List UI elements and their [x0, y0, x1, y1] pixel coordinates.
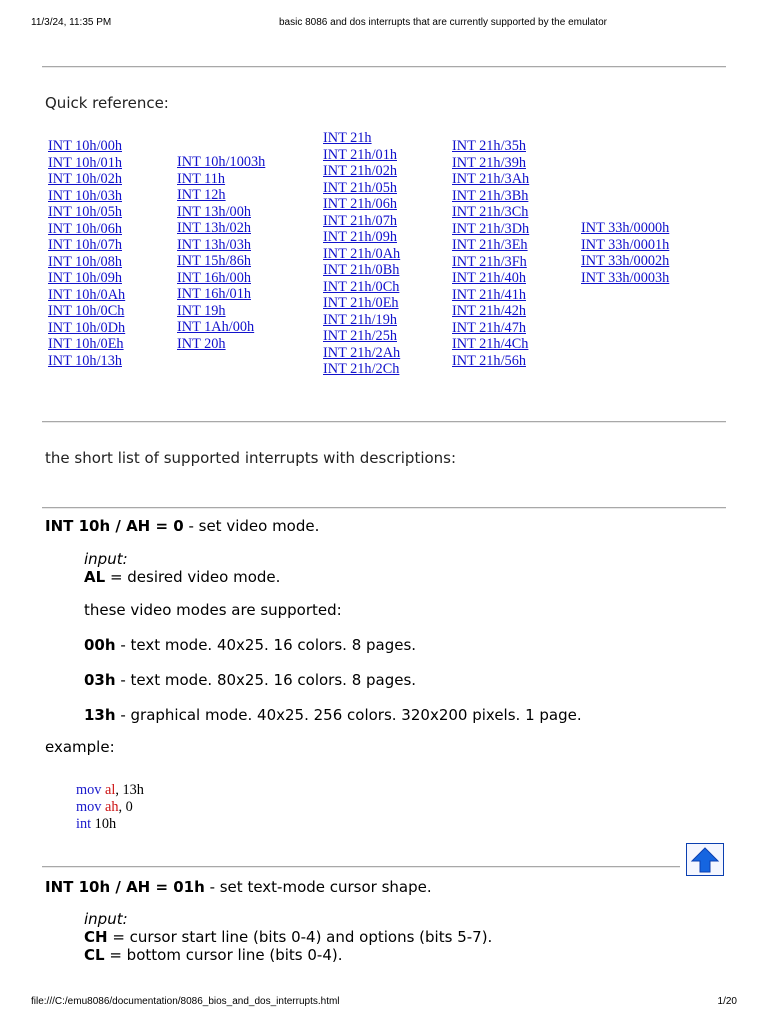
- quick-ref-link[interactable]: INT 21h/2Ch: [323, 361, 400, 377]
- quick-ref-link[interactable]: INT 1Ah/00h: [177, 319, 255, 335]
- quick-ref-link[interactable]: INT 21h/07h: [323, 212, 397, 229]
- quick-ref-link[interactable]: INT 10h/0Eh: [48, 336, 124, 352]
- quick-ref-column-5: [581, 220, 669, 286]
- quick-ref-link[interactable]: INT 21h/0Ch: [323, 278, 400, 295]
- mode-description: - graphical mode. 40x25. 256 colors. 320x200 pixels. 1 page.: [115, 706, 582, 724]
- quick-ref-column-1: [48, 138, 125, 369]
- register-description: = cursor start line (bits 0-4) and options (bits 5-7).: [107, 928, 493, 946]
- input-block: [84, 910, 492, 964]
- quick-ref-link[interactable]: INT 16h/01h: [177, 286, 251, 302]
- code-keyword: mov: [76, 782, 102, 798]
- mode-code: 03h: [84, 671, 116, 689]
- code-line: [76, 799, 144, 816]
- quick-ref-link[interactable]: INT 10h/01h: [48, 154, 122, 171]
- quick-ref-link[interactable]: INT 21h/0Bh: [323, 262, 400, 278]
- quick-ref-link[interactable]: INT 21h/01h: [323, 146, 397, 163]
- quick-ref-link[interactable]: INT 21h/3Ch: [452, 204, 529, 220]
- quick-ref-link[interactable]: INT 13h/02h: [177, 220, 251, 236]
- quick-ref-link[interactable]: INT 16h/00h: [177, 269, 251, 286]
- quick-ref-link[interactable]: INT 21h/25h: [323, 328, 397, 344]
- quick-ref-link[interactable]: INT 21h/42h: [452, 303, 526, 319]
- quick-ref-link[interactable]: INT 10h/06h: [48, 220, 122, 237]
- mode-code: 13h: [84, 706, 116, 724]
- quick-ref-link[interactable]: INT 21h/3Fh: [452, 253, 527, 270]
- code-keyword: int: [76, 816, 92, 832]
- quick-ref-link[interactable]: INT 33h/0000h: [581, 220, 670, 236]
- input-label: input:: [84, 910, 128, 928]
- quick-ref-link[interactable]: INT 21h/47h: [452, 319, 526, 336]
- mode-code: 00h: [84, 636, 116, 654]
- interrupt-description: - set video mode.: [183, 517, 320, 535]
- quick-ref-link[interactable]: INT 21h/56h: [452, 352, 526, 369]
- quick-ref-link[interactable]: INT 33h/0001h: [581, 236, 670, 253]
- quick-ref-link[interactable]: INT 10h/13h: [48, 352, 122, 369]
- register-name: AL: [84, 568, 106, 586]
- code-keyword: mov: [76, 799, 102, 815]
- mode-item: [84, 636, 416, 654]
- quick-ref-link[interactable]: INT 10h/09h: [48, 270, 122, 286]
- quick-ref-link[interactable]: INT 19h: [177, 302, 226, 319]
- quick-ref-link[interactable]: INT 10h/0Dh: [48, 319, 126, 336]
- quick-ref-link[interactable]: INT 21h/3Bh: [452, 187, 529, 204]
- quick-ref-link[interactable]: INT 33h/0002h: [581, 253, 670, 269]
- quick-ref-link[interactable]: INT 21h/09h: [323, 229, 397, 245]
- mode-item: [84, 706, 582, 724]
- code-operand: 10h: [91, 816, 117, 832]
- print-url: file:///C:/emu8086/documentation/8086_bios_and_dos_interrupts.html: [31, 996, 340, 1007]
- quick-ref-link[interactable]: INT 21h/40h: [452, 270, 526, 286]
- quick-ref-link[interactable]: INT 21h/4Ch: [452, 336, 529, 352]
- print-title: basic 8086 and dos interrupts that are currently supported by the emulator: [279, 17, 607, 28]
- quick-ref-link[interactable]: INT 21h/2Ah: [323, 344, 401, 361]
- divider: [42, 421, 726, 423]
- quick-ref-link[interactable]: INT 10h/0Ch: [48, 303, 125, 319]
- interrupt-code: INT 10h / AH = 01h: [45, 878, 205, 896]
- interrupt-description: - set text-mode cursor shape.: [204, 878, 432, 896]
- quick-ref-link[interactable]: INT 10h/0Ah: [48, 286, 126, 303]
- quick-ref-link[interactable]: INT 10h/1003h: [177, 154, 266, 170]
- print-page-number: 1/20: [717, 996, 737, 1007]
- code-line: [76, 782, 144, 799]
- print-header: [31, 17, 737, 31]
- quick-ref-link[interactable]: INT 21h/35h: [452, 138, 526, 154]
- code-example: [76, 782, 144, 833]
- quick-ref-link[interactable]: INT 21h/3Dh: [452, 220, 530, 237]
- divider: [42, 507, 726, 509]
- divider: [42, 66, 726, 68]
- quick-ref-link[interactable]: INT 21h/02h: [323, 163, 397, 179]
- interrupt-code: INT 10h / AH = 0: [45, 517, 184, 535]
- quick-ref-link[interactable]: INT 11h: [177, 170, 226, 187]
- quick-ref-link[interactable]: INT 10h/07h: [48, 237, 122, 253]
- quick-reference-label: Quick reference:: [45, 94, 169, 112]
- input-block: [84, 550, 280, 586]
- interrupt-heading: [45, 517, 319, 535]
- quick-ref-column-4: [452, 138, 529, 369]
- quick-ref-link[interactable]: INT 12h: [177, 187, 226, 203]
- example-label: example:: [45, 738, 115, 756]
- quick-ref-column-2: [177, 154, 265, 352]
- quick-ref-link[interactable]: INT 21h/3Eh: [452, 237, 528, 253]
- quick-ref-link[interactable]: INT 21h/39h: [452, 154, 526, 171]
- quick-ref-link[interactable]: INT 33h/0003h: [581, 269, 670, 286]
- quick-ref-link[interactable]: INT 10h/05h: [48, 204, 122, 220]
- quick-ref-link[interactable]: INT 21h/0Ah: [323, 245, 401, 262]
- quick-ref-link[interactable]: INT 21h: [323, 130, 372, 146]
- quick-ref-link[interactable]: INT 10h/08h: [48, 253, 122, 270]
- quick-ref-link[interactable]: INT 21h/3Ah: [452, 171, 530, 187]
- quick-ref-link[interactable]: INT 10h/02h: [48, 171, 122, 187]
- divider: [42, 866, 680, 868]
- quick-ref-link[interactable]: INT 21h/41h: [452, 286, 526, 303]
- modes-label: these video modes are supported:: [84, 601, 342, 619]
- quick-ref-column-3: [323, 130, 400, 378]
- quick-ref-link[interactable]: INT 15h/86h: [177, 253, 251, 269]
- register-description: = desired video mode.: [105, 568, 281, 586]
- quick-ref-link[interactable]: INT 10h/03h: [48, 187, 122, 204]
- arrow-up-icon: [690, 846, 720, 874]
- register-name: CH: [84, 928, 108, 946]
- quick-ref-link[interactable]: INT 21h/05h: [323, 179, 397, 196]
- register-description: = bottom cursor line (bits 0-4).: [104, 946, 343, 964]
- quick-ref-link[interactable]: INT 13h/03h: [177, 236, 251, 253]
- quick-ref-link[interactable]: INT 21h/0Eh: [323, 295, 399, 311]
- mode-item: [84, 671, 416, 689]
- register-name: CL: [84, 946, 105, 964]
- short-list-label: the short list of supported interrupts with descriptions:: [45, 449, 457, 467]
- quick-ref-link[interactable]: INT 13h/00h: [177, 203, 251, 220]
- back-to-top-button[interactable]: [686, 843, 724, 876]
- mode-description: - text mode. 80x25. 16 colors. 8 pages.: [115, 671, 417, 689]
- quick-ref-link[interactable]: INT 20h: [177, 335, 226, 352]
- quick-ref-link[interactable]: INT 10h/00h: [48, 138, 122, 154]
- code-operand: , 13h: [115, 782, 144, 798]
- mode-description: - text mode. 40x25. 16 colors. 8 pages.: [115, 636, 417, 654]
- interrupt-heading: [45, 878, 432, 896]
- quick-ref-link[interactable]: INT 21h/06h: [323, 196, 397, 212]
- print-date: 11/3/24, 11:35 PM: [31, 17, 112, 28]
- code-line: [76, 816, 144, 833]
- code-operand: , 0: [118, 799, 133, 815]
- input-label: input:: [84, 550, 128, 568]
- print-footer: [31, 996, 737, 1010]
- quick-ref-link[interactable]: INT 21h/19h: [323, 311, 397, 328]
- code-register: ah: [105, 799, 119, 815]
- code-register: al: [105, 782, 116, 798]
